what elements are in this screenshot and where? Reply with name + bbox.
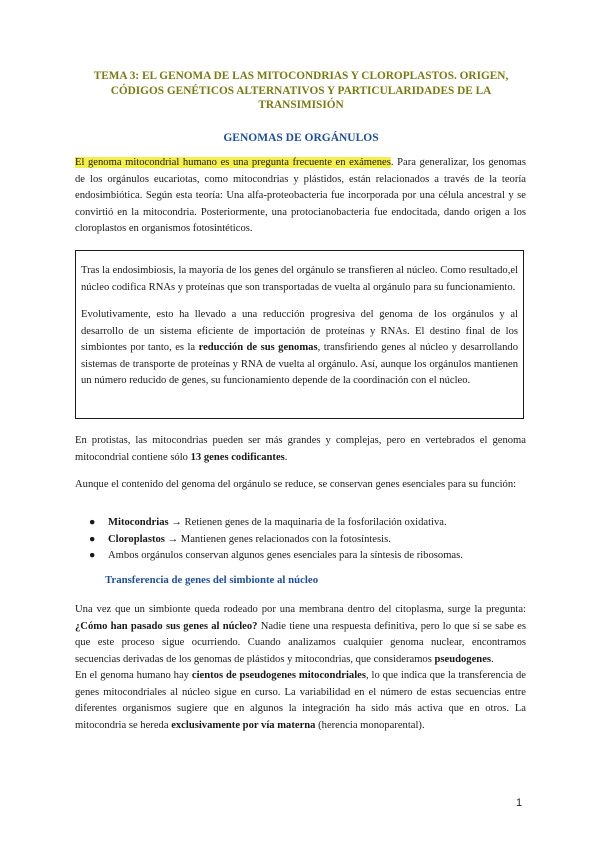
- box-paragraph-1: Tras la endosimbiosis, la mayoría de los genes del orgánulo se transfieren al núcleo. Como resultado,el núcleo codifica RNAs y proteínas que son transportadas de vuelta al orgánulo para su funcionamiento.: [81, 265, 518, 293]
- section-heading: GENOMAS DE ORGÁNULOS: [223, 132, 379, 144]
- arrow-icon: →: [164, 533, 181, 545]
- box-p2-text-a: Evolutivamente, esto ha llevado a una reducción progresiva del genoma de los orgánulos y al desarrollo de un sistema eficiente de importación de proteínas y RNAs. El destino final de los simbiontes por tanto, es la: [81, 309, 518, 353]
- protists-bold: 13 genes codificantes: [190, 451, 285, 463]
- list-item-text: Retienen genes de la maquinaria de la fosforilación oxidativa.: [184, 517, 447, 528]
- transfer-text-c: .: [491, 653, 494, 665]
- intro-paragraph: [75, 155, 526, 238]
- bullet-icon: ●: [89, 550, 96, 561]
- list-item-bold: Mitocondrias: [108, 517, 169, 528]
- box-paragraph-2: [81, 307, 518, 390]
- summary-box: [75, 250, 524, 419]
- highlighted-text: El genoma mitocondrial humano es una pregunta frecuente en exámenes: [75, 157, 391, 168]
- transfer-text-a: Una vez que un simbionte queda rodeado por una membrana dentro del citoplasma, surge la pregunta:: [75, 604, 526, 615]
- human-bold-2: exclusivamente por vía materna: [171, 719, 316, 731]
- human-genome-paragraph: [75, 668, 526, 734]
- essential-genes-list: [75, 515, 526, 565]
- transfer-bold-pseudogenes: pseudogenes: [434, 653, 492, 665]
- subheading: Transferencia de genes del simbionte al núcleo: [105, 574, 319, 586]
- bullet-icon: ●: [89, 533, 96, 545]
- intro-text: . Para generalizar, los genomas de los orgánulos eucariotas, como mitocondrias y plástidos, están relacionados a través de la teoría endosimbiótica. Según esta teoría: Una alfa-proteobacteria fue incorporada por una célula ancestral y se convirtió en la mitocondria. Posteriormente, una protocianobacteria fue endocitada, dando origen a los cloroplastos en organismos fotosintéticos.: [75, 157, 526, 234]
- bullet-icon: ●: [89, 517, 96, 528]
- box-p2-text-b: , transfiriendo genes al núcleo y desarrollando sistemas de transporte de proteínas y RNA de vuelta al orgánulo. Así, aunque los orgánulos mantienen un número reducido de genes, su funcionamiento depende de la coordinación con el núcleo.: [81, 342, 518, 386]
- list-item: [75, 515, 526, 532]
- list-item-text: Mantienen genes relacionados con la fotosíntesis.: [180, 533, 391, 545]
- title-line-3: TRANSIMISIÓN: [258, 99, 344, 111]
- transfer-text-b: Nadie tiene una respuesta definitiva, pero lo que sí se sabe es que este proceso sigue ocurriendo. Cuando analizamos cualquier genoma nuclear, encontramos secuencias derivadas de los genomas de plástidos y mitocondrias, que consideramos: [75, 620, 526, 665]
- human-text-b: , lo que indica que la transferencia de genes mitocondriales al núcleo sigue en curso. La variabilidad en el número de estas secuencias entre diferentes organismos sugiere que en algunos la integración ha sido más activa que en otros. La mitocondria se hereda: [75, 670, 527, 731]
- arrow-icon: →: [168, 517, 185, 528]
- list-item: [75, 548, 526, 565]
- protists-paragraph: [75, 433, 526, 466]
- transfer-paragraph: [75, 602, 526, 668]
- document-title: [76, 69, 526, 113]
- transfer-bold-question: ¿Cómo han pasado sus genes al núcleo?: [75, 620, 258, 632]
- title-line-2: CÓDIGOS GENÉTICOS ALTERNATIVOS Y PARTICULARIDADES DE LA: [110, 84, 492, 97]
- list-item-bold: Cloroplastos: [108, 533, 165, 545]
- human-text-a: En el genoma humano hay: [75, 670, 192, 681]
- box-p2-bold: reducción de sus genomas: [198, 342, 318, 353]
- title-line-1: TEMA 3: EL GENOMA DE LAS MITOCONDRIAS Y CLOROPLASTOS. ORIGEN,: [93, 70, 509, 82]
- reduce-paragraph: Aunque el contenido del genoma del orgánulo se reduce, se conservan genes esenciales para su función:: [75, 479, 517, 490]
- protists-text-b: .: [284, 451, 288, 463]
- page-number: 1: [516, 797, 523, 809]
- human-bold-1: cientos de pseudogenes mitocondriales: [191, 670, 366, 681]
- list-item-text: Ambos orgánulos conservan algunos genes esenciales para la síntesis de ribosomas.: [108, 550, 463, 561]
- protists-text-a: En protistas, las mitocondrias pueden ser más grandes y complejas, pero en vertebrados el genoma mitocondrial contiene sólo: [75, 435, 526, 463]
- list-item: [75, 532, 526, 549]
- human-text-c: (herencia monoparental).: [315, 719, 425, 731]
